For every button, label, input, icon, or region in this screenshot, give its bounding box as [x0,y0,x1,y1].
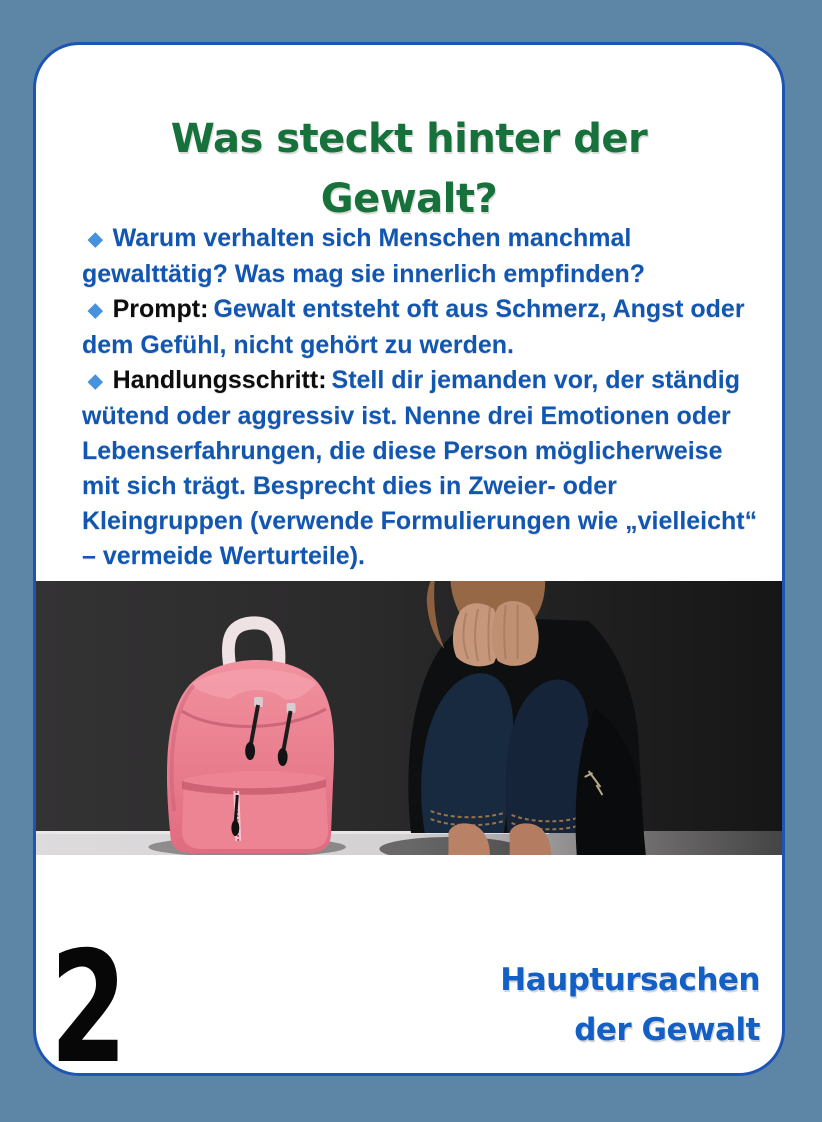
caption-line1: Hauptursachen [500,962,760,998]
card-title-line1: Was steckt hinter der [170,116,648,162]
bullet-item-text: Gewalt entsteht oft aus Schmerz, Angst oder dem Gefühl, nicht gehört zu werden. [82,295,745,359]
caption-line2: der Gewalt [574,1012,760,1048]
card-title-line2: Gewalt? [320,176,498,222]
bullet-item-prompt [82,292,760,363]
card-title [36,109,782,229]
card-topic-caption [500,955,760,1055]
diamond-bullet-icon: ◆ [88,300,103,321]
backpack-person-photo [36,581,782,855]
bullet-item-label: Prompt: [112,295,209,323]
bullet-item-label: Handlungsschritt: [112,366,327,394]
diamond-bullet-icon: ◆ [88,229,103,250]
card-number: 2 [50,919,128,1076]
bullet-item-question [82,221,760,292]
card-body [82,221,760,574]
bullet-item-text: Stell dir jemanden vor, der ständig wütend oder aggressiv ist. Nenne drei Emotionen oder Lebenserfahrungen, die diese Person möglicherweise mit sich trägt. Besprecht dies in Zweier- oder Kleingruppen (verwende Formulierungen wie „vielleicht“ – vermeide Werturteile). [82,366,758,570]
diamond-bullet-icon: ◆ [88,371,103,392]
bullet-item-action [82,363,760,574]
flashcard [33,42,785,1076]
bullet-item-text: Warum verhalten sich Menschen manchmal gewalttätig? Was mag sie innerlich empfinden? [82,224,646,288]
